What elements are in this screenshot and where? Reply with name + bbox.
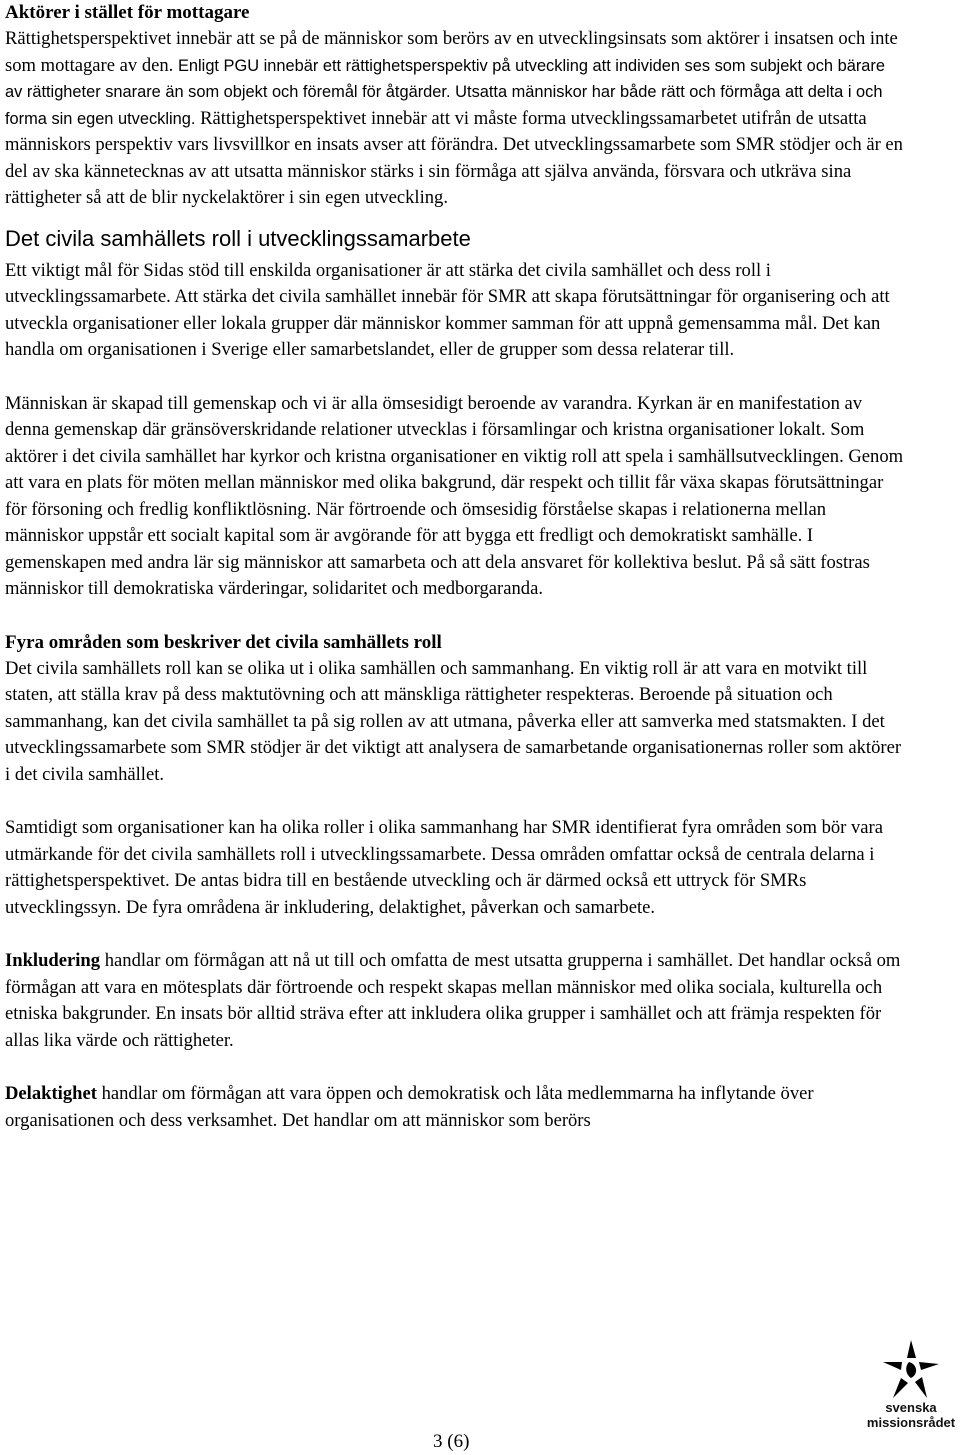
term-inkludering: Inkludering <box>5 950 101 971</box>
organization-logo <box>866 1340 956 1452</box>
section-heading-aktorer: Aktörer i stället för mottagare <box>5 2 250 23</box>
term-delaktighet: Delaktighet <box>5 1083 97 1104</box>
page-number: 3 (6) <box>433 1431 470 1452</box>
paragraph-delaktighet-text: handlar om förmågan att vara öppen och demokratisk och låta medlemmarna ha inflytande över organisationen och dess verksamhet. Det handlar om att människor som berörs <box>5 1083 814 1131</box>
star-logo-icon <box>883 1340 939 1400</box>
paragraph-aktorer-pgu: Enligt PGU innebär ett rättighetsperspektiv på utveckling att individen ses som subjekt och bärare av rättigheter snarare än som objekt och föremål för åtgärder. <box>5 56 885 101</box>
paragraph-aktorer-part1: Rättighetsperspektivet innebär att se på de människor som berörs av en utvecklingsinsats som aktörer i insatsen och inte som mottagare av den. <box>5 28 898 76</box>
paragraph-civila-1: Ett viktigt mål för Sidas stöd till enskilda organisationer är att stärka det civila samhället och dess roll i utvecklingssamarbete. Att stärka det civila samhället innebär för SMR att skapa förutsättningar för organisering och att utveckla organisationer eller lokala grupper där människor kommer samman för att uppnå gemensamma mål. Det kan handla om organisationen i Sverige eller samarbetslandet, eller de grupper som dessa relaterar till. <box>5 259 890 360</box>
document-page <box>5 0 905 1134</box>
paragraph-fyra-1: Det civila samhällets roll kan se olika ut i olika samhällen och sammanhang. En viktig roll är att vara en motvikt till staten, att ställa krav på dess maktutövning och att mänskliga rättigheter respekteras. Beroende på situation och sammanhang, kan det civila samhället ta på sig rollen av att utmana, påverka eller att samverka med statsmakten. I det utvecklingssamarbete som SMR stödjer är det viktigt att analysera de samarbetande organisationernas roller som aktörer i det civila samhället. <box>5 657 902 785</box>
paragraph-delaktighet <box>5 1081 905 1134</box>
paragraph-aktorer-part2: Rättighetsperspektivet innebär att vi måste forma utvecklingssamarbetet utifrån de utsatta människors perspektiv vars livsvillkor en insats avser att förändra. Det utvecklingssamarbete som SMR stödjer och är en del av ska kännetecknas av att utsatta människor stärks i sin förmåga att själva använda, försvara och utkräva sina rättigheter så att de blir nyckelaktörer i sin egen utveckling. <box>5 107 903 208</box>
logo-text-line1: svenska <box>885 1400 937 1415</box>
paragraph-aktorer-utsatta: Utsatta människor har både rätt och förmåga att delta i och forma sin egen utveckling. <box>5 83 883 128</box>
paragraph-fyra-2: Samtidigt som organisationer kan ha olika roller i olika sammanhang har SMR identifierat fyra områden som bör vara utmärkande för det civila samhällets roll i utvecklingssamarbete. Dessa områden omfattar också de centrala delarna i rättighetsperspektivet. De antas bidra till en bestående utveckling och är därmed också ett uttryck för SMRs utvecklingssyn. De fyra områdena är inkludering, delaktighet, påverkan och samarbete. <box>5 817 883 918</box>
paragraph-civila-2: Människan är skapad till gemenskap och vi är alla ömsesidigt beroende av varandra. Kyrkan är en manifestation av denna gemenskap där gränsöverskridande relationer utvecklas i församlingar och kristna organisationer lokalt. Som aktörer i det civila samhället har kyrkor och kristna organisationer en viktig roll att spela i samhällsutvecklingen. Genom att vara en plats för möten mellan människor med olika bakgrund, där respekt och tillit får växa skapas förutsättningar för försoning och fredlig konfliktlösning. När förtroende och ömsesidig förståelse skapas i relationerna mellan människor uppstår ett socialt kapital som är avgörande för att bygga ett fredligt och demokratiskt samhälle. I gemenskapen med andra lär sig människor att samarbeta och att dela ansvaret för kollektiva beslut. På så sätt fostras människor till demokratiska värderingar, solidaritet och medborgaranda. <box>5 392 904 599</box>
paragraph-aktorer <box>5 26 905 212</box>
section-heading-fyra-omraden: Fyra områden som beskriver det civila samhällets roll <box>5 631 442 653</box>
paragraph-inkludering-text: handlar om förmågan att nå ut till och omfatta de mest utsatta grupperna i samhället. Det handlar också om förmågan att vara en mötesplats där förtroende och respekt skapas mellan människor med olika sociala, kulturella och etniska bakgrunder. En insats bör alltid sträva efter att inkludera olika grupper i samhället och att främja respekten för allas lika värde och rättigheter. <box>5 950 901 1051</box>
logo-text-line2: missionsrådet <box>866 1415 956 1430</box>
paragraph-inkludering <box>5 948 905 1054</box>
section-heading-civila-samhallet: Det civila samhällets roll i utvecklingssamarbete <box>5 225 471 251</box>
